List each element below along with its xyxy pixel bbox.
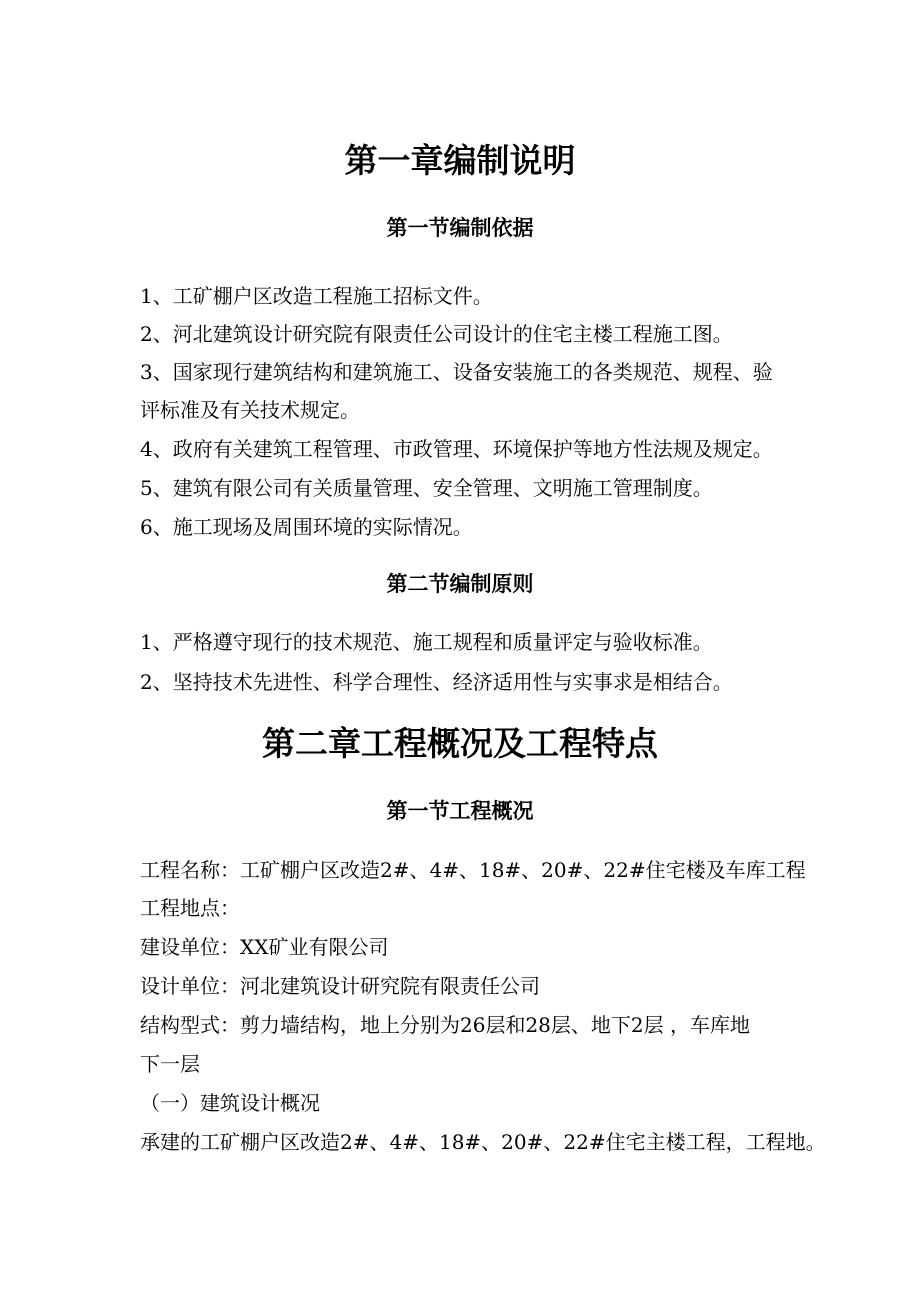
- basis-line-2: 2、河北建筑设计研究院有限责任公司设计的住宅主楼工程施工图。: [140, 322, 733, 346]
- basis-line-6: 6、施工现场及周围环境的实际情况。: [140, 515, 473, 539]
- chapter-2-title: 第二章工程概况及工程特点: [262, 724, 658, 763]
- overview-architecture-text: 承建的工矿棚户区改造2#、4#、18#、20#、22#住宅主楼工程，工程地。: [140, 1130, 826, 1154]
- overview-structure-cont: 下一层: [140, 1052, 200, 1076]
- basis-line-1: 1、工矿棚户区改造工程施工招标文件。: [140, 284, 493, 308]
- overview-designer: 设计单位：河北建筑设计研究院有限责任公司: [140, 974, 540, 998]
- principle-line-1: 1、严格遵守现行的技术规范、施工规程和质量评定与验收标准。: [140, 630, 713, 654]
- basis-line-5: 5、建筑有限公司有关质量管理、安全管理、文明施工管理制度。: [140, 476, 713, 500]
- overview-subheading-architecture: （一）建筑设计概况: [140, 1091, 320, 1115]
- overview-project-name: 工程名称：工矿棚户区改造2#、4#、18#、20#、22#住宅楼及车库工程: [140, 858, 806, 882]
- chapter-1-section-2-title: 第二节编制原则: [386, 571, 534, 596]
- chapter-1-section-1-title: 第一节编制依据: [386, 215, 534, 240]
- chapter-1-title: 第一章编制说明: [344, 141, 576, 180]
- basis-line-3: 3、国家现行建筑结构和建筑施工、设备安装施工的各类规范、规程、验: [140, 360, 773, 384]
- overview-structure: 结构型式：剪力墙结构，地上分别为26层和28层、地下2层 ，车库地: [140, 1013, 750, 1037]
- principle-line-2: 2、坚持技术先进性、科学合理性、经济适用性与实事求是相结合。: [140, 670, 733, 694]
- basis-line-4: 4、政府有关建筑工程管理、市政管理、环境保护等地方性法规及规定。: [140, 437, 773, 461]
- overview-client: 建设单位：XX矿业有限公司: [140, 935, 389, 959]
- basis-line-3-cont: 评标准及有关技术规定。: [140, 398, 360, 422]
- chapter-2-section-1-title: 第一节工程概况: [386, 798, 534, 823]
- overview-project-location: 工程地点：: [140, 896, 240, 920]
